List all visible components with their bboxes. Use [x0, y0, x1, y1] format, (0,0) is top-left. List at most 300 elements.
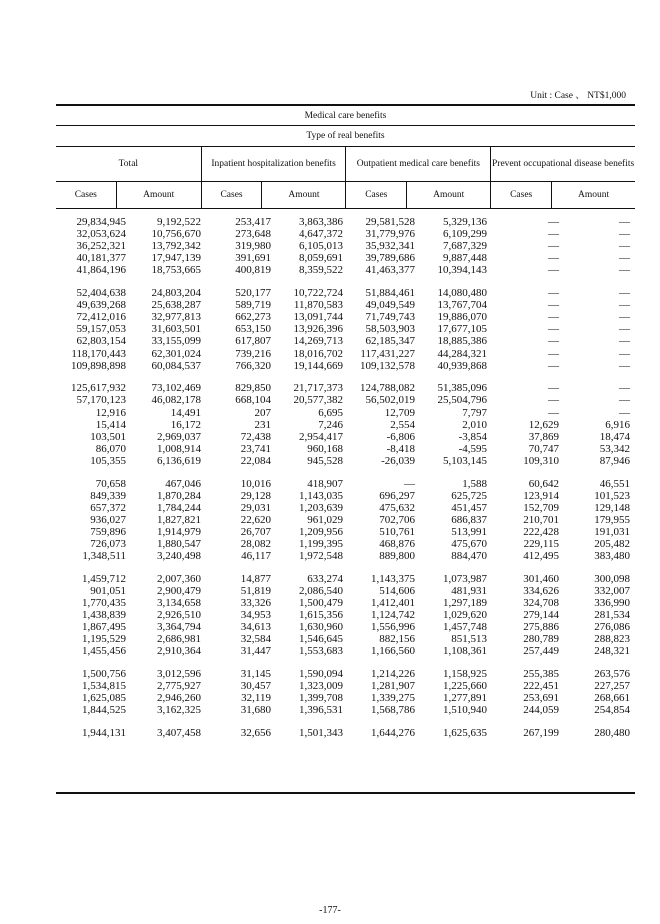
table-cell: 324,708	[523, 597, 559, 609]
table-cell: 25,638,287	[151, 299, 201, 312]
table-cell: 32,053,624	[76, 228, 126, 241]
table-cell: 1,867,495	[82, 621, 126, 634]
table-cell: 62,301,024	[151, 347, 201, 360]
table-cell: —	[548, 394, 559, 407]
table-cell: 254,854	[594, 704, 630, 717]
table-cell: 514,606	[379, 584, 415, 597]
table-cell: 766,320	[235, 359, 271, 372]
table-cell: 207	[254, 406, 271, 419]
table-cell: 13,767,704	[437, 299, 487, 312]
table-cell: 33,155,099	[151, 335, 201, 348]
table-cell: 9,192,522	[157, 216, 201, 228]
table-cell: 1,158,925	[443, 668, 487, 681]
table-row	[56, 550, 635, 562]
table-cell: 1,944,131	[82, 727, 126, 740]
table-cell: 2,007,360	[157, 572, 201, 585]
table-cell: 2,686,981	[157, 633, 201, 646]
table-cell: 1,625,635	[443, 727, 487, 740]
table-cell: —	[548, 252, 559, 265]
table-cell: 18,016,702	[293, 347, 343, 360]
table-cell: 702,706	[379, 513, 415, 526]
table-cell: 1,625,085	[82, 692, 126, 705]
table-cell: —	[548, 299, 559, 312]
table-cell: 3,407,458	[157, 727, 201, 740]
table-cell: 15,414	[95, 418, 126, 431]
table-cell: 1,029,620	[443, 609, 487, 622]
table-cell: 1,644,276	[371, 727, 415, 740]
table-cell: 759,896	[90, 525, 126, 538]
table-cell: 36,252,321	[76, 240, 126, 253]
table-cell: —	[619, 264, 630, 277]
table-cell: 589,719	[235, 299, 271, 312]
table-cell: 1,914,979	[157, 525, 201, 538]
table-cell: 3,863,386	[299, 216, 343, 228]
table-cell: 412,495	[523, 550, 559, 563]
table-cell: 109,898,898	[71, 359, 126, 372]
table-cell: 6,916	[605, 418, 630, 431]
table-cell: 29,581,528	[365, 216, 415, 228]
table-cell: 31,603,501	[151, 323, 201, 336]
table-cell: 51,385,096	[437, 382, 487, 395]
table-cell: 468,876	[379, 538, 415, 551]
header-medical-care: Medical care benefits	[56, 105, 635, 126]
table-cell: —	[619, 252, 630, 265]
table-cell: 617,807	[235, 335, 271, 348]
table-cell: 668,104	[235, 394, 271, 407]
table-cell: 18,885,386	[437, 335, 487, 348]
table-cell: 1,399,708	[299, 692, 343, 705]
table-cell: 253,691	[523, 692, 559, 705]
table-cell: 475,632	[379, 501, 415, 514]
table-row	[56, 419, 635, 431]
table-cell: 70,658	[95, 477, 126, 490]
table-cell: 633,274	[307, 572, 343, 585]
table-cell: 1,590,094	[299, 668, 343, 681]
table-cell: 72,412,016	[76, 311, 126, 324]
table-row	[56, 490, 635, 502]
table-cell: 1,784,244	[157, 501, 201, 514]
table-cell: 56,502,019	[365, 394, 415, 407]
table-cell: 13,926,396	[293, 323, 343, 336]
table-row	[56, 609, 635, 621]
table-cell: 280,789	[523, 633, 559, 646]
table-row	[56, 514, 635, 526]
table-cell: 101,523	[594, 489, 630, 502]
table-cell: 255,385	[523, 668, 559, 681]
table-cell: 32,119	[241, 692, 271, 705]
table-cell: 2,910,364	[157, 645, 201, 658]
table-cell: 191,031	[594, 525, 630, 538]
header-cases: Cases	[56, 182, 116, 209]
table-cell: 109,310	[523, 454, 559, 467]
group-spacer	[56, 657, 635, 668]
table-cell: —	[548, 406, 559, 419]
header-cases: Cases	[491, 182, 552, 209]
table-cell: 1,143,375	[371, 572, 415, 585]
table-row	[56, 727, 635, 739]
table-header	[56, 104, 635, 209]
table-cell: 1,457,748	[443, 621, 487, 634]
table-cell: 124,788,082	[360, 382, 415, 395]
table-cell: 281,534	[594, 609, 630, 622]
table-row	[56, 323, 635, 335]
table-cell: 52,404,638	[76, 287, 126, 300]
table-cell: 179,955	[594, 513, 630, 526]
table-cell: 2,775,927	[157, 680, 201, 693]
table-cell: 2,086,540	[299, 584, 343, 597]
table-cell: 1,770,435	[82, 597, 126, 609]
table-cell: 319,980	[235, 240, 271, 253]
unit-label: Unit : Case 、 NT$1,000	[530, 91, 626, 101]
table-cell: 5,329,136	[443, 216, 487, 228]
table-cell: 1,209,956	[299, 525, 343, 538]
table-cell: 257,449	[523, 645, 559, 658]
table-row	[56, 394, 635, 406]
table-cell: 267,199	[523, 727, 559, 740]
table-cell: 51,819	[240, 584, 271, 597]
table-cell: 960,168	[307, 442, 343, 455]
header-outpatient: Outpatient medical care benefits	[346, 147, 491, 182]
table-cell: 222,428	[523, 525, 559, 538]
table-cell: —	[619, 311, 630, 324]
table-cell: 467,046	[165, 477, 201, 490]
table-cell: 451,457	[451, 501, 487, 514]
table-cell: —	[548, 216, 559, 228]
table-cell: —	[404, 477, 415, 490]
table-cell: 14,877	[240, 572, 271, 585]
table-cell: 4,647,372	[299, 228, 343, 241]
table-cell: 22,620	[240, 513, 271, 526]
table-row	[56, 299, 635, 311]
header-total: Total	[56, 147, 201, 182]
table-cell: 60,642	[528, 477, 559, 490]
table-cell: 1,214,226	[371, 668, 415, 681]
table-cell: 28,082	[240, 538, 271, 551]
table-cell: 3,162,325	[157, 704, 201, 717]
table-cell: 18,474	[599, 430, 630, 443]
data-table	[56, 216, 635, 739]
table-cell: —	[619, 323, 630, 336]
table-cell: 205,482	[594, 538, 630, 551]
table-row	[56, 287, 635, 299]
table-cell: 1,277,891	[443, 692, 487, 705]
table-cell: 288,823	[594, 633, 630, 646]
table-cell: 1,412,401	[371, 597, 415, 609]
table-row	[56, 443, 635, 455]
table-cell: 263,576	[594, 668, 630, 681]
table-row	[56, 704, 635, 716]
table-cell: 1,534,815	[82, 680, 126, 693]
table-cell: 882,156	[379, 633, 415, 646]
table-cell: 2,900,479	[157, 584, 201, 597]
header-amount: Amount	[116, 182, 201, 209]
table-cell: 1,396,531	[299, 704, 343, 717]
table-cell: 276,086	[594, 621, 630, 634]
header-type: Type of real benefits	[56, 126, 635, 147]
table-row	[56, 431, 635, 443]
table-row	[56, 216, 635, 228]
table-cell: 851,513	[451, 633, 487, 646]
table-row	[56, 478, 635, 490]
table-cell: 12,916	[95, 406, 126, 419]
table-cell: 31,779,976	[365, 228, 415, 241]
table-cell: 49,639,268	[76, 299, 126, 312]
table-cell: 1,500,756	[82, 668, 126, 681]
table-cell: 273,648	[235, 228, 271, 241]
table-cell: 1,556,996	[371, 621, 415, 634]
table-cell: 125,617,932	[71, 382, 126, 395]
table-cell: 62,803,154	[76, 335, 126, 348]
table-cell: 391,691	[235, 252, 271, 265]
table-row	[56, 407, 635, 419]
header-amount: Amount	[262, 182, 346, 209]
table-cell: -6,806	[386, 430, 415, 443]
header-inpatient: Inpatient hospitalization benefits	[201, 147, 346, 182]
table-cell: 34,613	[240, 621, 271, 634]
table-cell: 40,939,868	[437, 359, 487, 372]
table-cell: —	[548, 323, 559, 336]
table-cell: 945,528	[307, 454, 343, 467]
table-cell: -3,854	[458, 430, 487, 443]
table-row	[56, 382, 635, 394]
table-row	[56, 311, 635, 323]
table-cell: -4,595	[458, 442, 487, 455]
table-cell: 6,109,299	[443, 228, 487, 241]
table-cell: 46,551	[599, 477, 630, 490]
table-cell: 889,800	[379, 550, 415, 563]
table-cell: 9,887,448	[443, 252, 487, 265]
table-cell: 520,177	[235, 287, 271, 300]
table-cell: 32,977,813	[151, 311, 201, 324]
table-cell: 20,577,382	[293, 394, 343, 407]
table-cell: 10,394,143	[437, 264, 487, 277]
table-cell: 18,753,665	[151, 264, 201, 277]
table-cell: 1,166,560	[371, 645, 415, 658]
table-cell: 1,008,914	[157, 442, 201, 455]
table-cell: 31,447	[240, 645, 271, 658]
table-cell: 1,880,547	[157, 538, 201, 551]
table-row	[56, 573, 635, 585]
table-cell: —	[548, 347, 559, 360]
table-cell: 60,084,537	[151, 359, 201, 372]
table-row	[56, 252, 635, 264]
table-cell: 1,588	[462, 477, 487, 490]
table-cell: —	[619, 335, 630, 348]
table-cell: 686,837	[451, 513, 487, 526]
table-cell: 51,884,461	[365, 287, 415, 300]
table-cell: 24,803,204	[151, 287, 201, 300]
table-cell: 253,417	[235, 216, 271, 228]
table-cell: 59,157,053	[76, 323, 126, 336]
table-cell: 35,932,341	[365, 240, 415, 253]
table-cell: 332,007	[594, 584, 630, 597]
table-cell: 1,844,525	[82, 704, 126, 717]
table-cell: 62,185,347	[365, 335, 415, 348]
table-cell: 49,049,549	[365, 299, 415, 312]
table-cell: 222,451	[523, 680, 559, 693]
table-cell: 1,546,645	[299, 633, 343, 646]
header-cases: Cases	[201, 182, 262, 209]
header-prevent: Prevent occupational disease benefits	[491, 147, 635, 182]
table-cell: 884,470	[451, 550, 487, 563]
table-row	[56, 645, 635, 657]
table-cell: 1,203,639	[299, 501, 343, 514]
group-spacer	[56, 716, 635, 727]
table-cell: 696,297	[379, 489, 415, 502]
table-cell: 10,722,724	[293, 287, 343, 300]
table-row	[56, 228, 635, 240]
group-spacer	[56, 276, 635, 287]
table-cell: 41,864,196	[76, 264, 126, 277]
table-cell: 726,073	[90, 538, 126, 551]
table-cell: 118,170,443	[71, 347, 126, 360]
table-cell: 513,991	[451, 525, 487, 538]
table-cell: 16,172	[170, 418, 201, 431]
table-cell: 31,145	[240, 668, 271, 681]
table-cell: 657,372	[90, 501, 126, 514]
table-cell: 10,756,670	[151, 228, 201, 241]
table-cell: 103,501	[90, 430, 126, 443]
table-cell: 25,504,796	[437, 394, 487, 407]
table-cell: 961,029	[307, 513, 343, 526]
table-cell: 279,144	[523, 609, 559, 622]
table-cell: 1,225,660	[443, 680, 487, 693]
table-cell: 2,554	[390, 418, 415, 431]
table-row	[56, 538, 635, 550]
table-cell: 275,886	[523, 621, 559, 634]
table-cell: 1,568,786	[371, 704, 415, 717]
table-cell: 17,947,139	[151, 252, 201, 265]
table-cell: —	[548, 287, 559, 300]
table-cell: 39,789,686	[365, 252, 415, 265]
table-row	[56, 526, 635, 538]
table-cell: —	[548, 240, 559, 253]
table-cell: 29,128	[240, 489, 271, 502]
table-cell: 1,501,343	[299, 727, 343, 740]
table-cell: 10,016	[240, 477, 271, 490]
table-cell: 248,321	[594, 645, 630, 658]
table-cell: —	[548, 264, 559, 277]
table-cell: 3,364,794	[157, 621, 201, 634]
table-row	[56, 585, 635, 597]
table-row	[56, 633, 635, 645]
table-cell: 662,273	[235, 311, 271, 324]
table-cell: —	[619, 406, 630, 419]
table-cell: —	[619, 299, 630, 312]
table-cell: 30,457	[240, 680, 271, 693]
table-row	[56, 621, 635, 633]
table-cell: 57,170,123	[76, 394, 126, 407]
table-cell: —	[619, 216, 630, 228]
table-cell: 117,431,227	[360, 347, 415, 360]
table-cell: 87,946	[599, 454, 630, 467]
header-amount: Amount	[407, 182, 491, 209]
table-cell: 7,687,329	[443, 240, 487, 253]
table-cell: —	[548, 335, 559, 348]
table-bottom-rule	[56, 792, 635, 794]
table-cell: 1,459,712	[82, 572, 126, 585]
table-cell: 1,073,987	[443, 572, 487, 585]
table-cell: 41,463,377	[365, 264, 415, 277]
table-cell: 1,553,683	[299, 645, 343, 658]
table-cell: 1,348,511	[82, 550, 126, 563]
table-cell: 34,953	[240, 609, 271, 622]
table-cell: 268,661	[594, 692, 630, 705]
table-cell: 1,500,479	[299, 597, 343, 609]
table-cell: —	[619, 359, 630, 372]
table-cell: 19,886,070	[437, 311, 487, 324]
table-cell: 334,626	[523, 584, 559, 597]
table-cell: 1,108,361	[443, 645, 487, 658]
table-cell: 53,342	[599, 442, 630, 455]
table-cell: —	[619, 287, 630, 300]
table-cell: 44,284,321	[437, 347, 487, 360]
table-cell: 1,195,529	[82, 633, 126, 646]
table-cell: 7,246	[318, 418, 343, 431]
table-cell: -8,418	[386, 442, 415, 455]
table-cell: 3,012,596	[157, 668, 201, 681]
table-cell: 210,701	[523, 513, 559, 526]
table-cell: 40,181,377	[76, 252, 126, 265]
table-cell: —	[548, 311, 559, 324]
page-number: -177-	[319, 905, 341, 916]
table-cell: 2,954,417	[299, 430, 343, 443]
table-row	[56, 335, 635, 347]
table-cell: 58,503,903	[365, 323, 415, 336]
table-cell: 510,761	[379, 525, 415, 538]
table-row	[56, 348, 635, 360]
table-cell: 1,972,548	[299, 550, 343, 563]
header-amount: Amount	[552, 182, 635, 209]
table-cell: 336,990	[594, 597, 630, 609]
table-cell: 829,850	[235, 382, 271, 395]
table-row	[56, 502, 635, 514]
table-cell: 1,510,940	[443, 704, 487, 717]
table-cell: 71,749,743	[365, 311, 415, 324]
table-row	[56, 668, 635, 680]
table-cell: 19,144,669	[293, 359, 343, 372]
table-row	[56, 360, 635, 372]
table-cell: 1,339,275	[371, 692, 415, 705]
table-cell: 901,051	[90, 584, 126, 597]
table-cell: 73,102,469	[151, 382, 201, 395]
table-cell: 13,091,744	[293, 311, 343, 324]
table-cell: 231	[254, 418, 271, 431]
group-spacer	[56, 372, 635, 383]
table-cell: 31,680	[240, 704, 271, 717]
table-row	[56, 597, 635, 609]
table-row	[56, 240, 635, 252]
table-cell: 1,297,189	[443, 597, 487, 609]
table-cell: 72,438	[240, 430, 271, 443]
table-cell: 1,281,907	[371, 680, 415, 693]
table-cell: 123,914	[523, 489, 559, 502]
table-cell: 14,491	[170, 406, 201, 419]
table-cell: 383,480	[594, 550, 630, 563]
table-cell: 418,907	[307, 477, 343, 490]
table-cell: 1,455,456	[82, 645, 126, 658]
table-cell: 1,870,284	[157, 489, 201, 502]
table-cell: 46,082,178	[151, 394, 201, 407]
table-cell: 1,143,035	[299, 489, 343, 502]
table-cell: —	[548, 228, 559, 241]
table-cell: 70,747	[528, 442, 559, 455]
table-row	[56, 692, 635, 704]
table-cell: 475,670	[451, 538, 487, 551]
table-cell: 1,124,742	[371, 609, 415, 622]
table-cell: 12,629	[528, 418, 559, 431]
table-cell: —	[619, 347, 630, 360]
